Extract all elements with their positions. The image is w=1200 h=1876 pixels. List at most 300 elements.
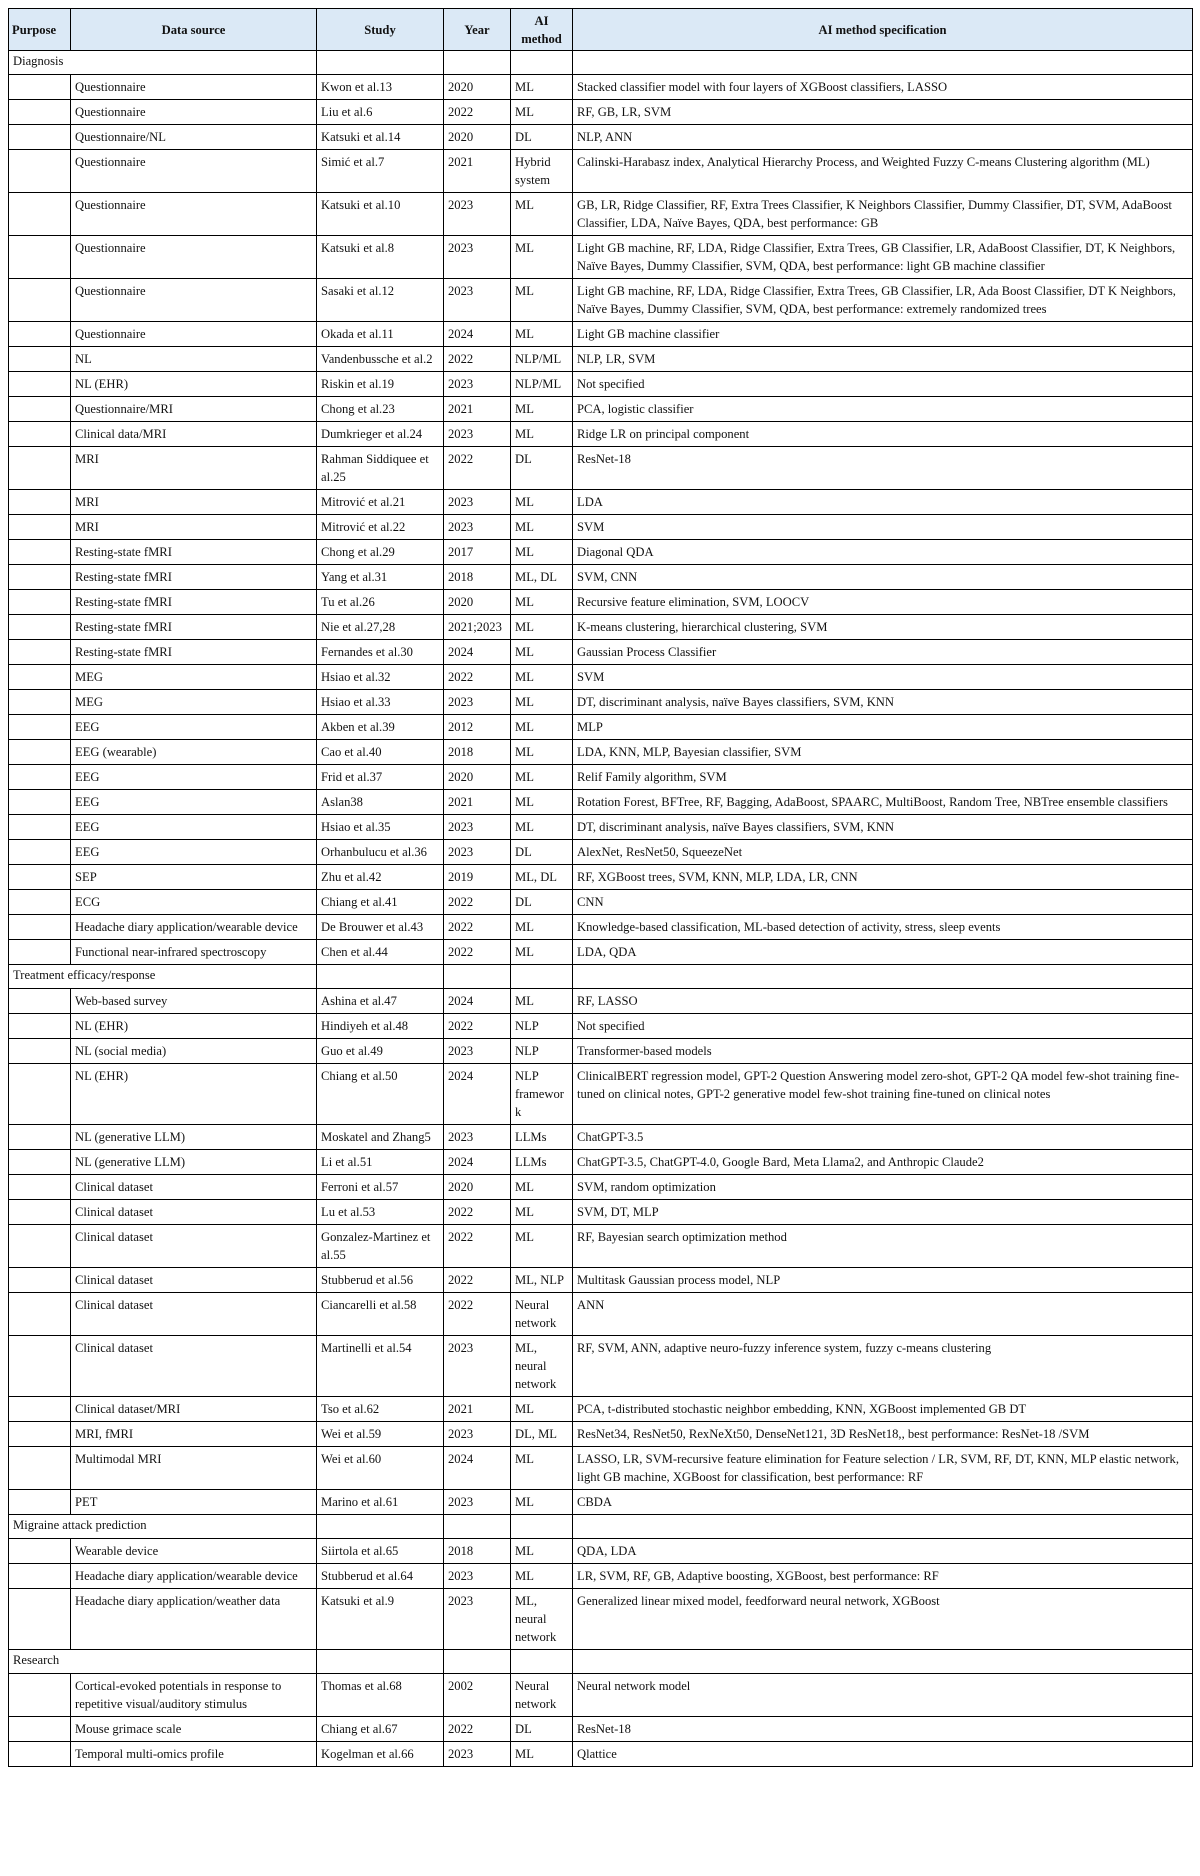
purpose-cell bbox=[9, 540, 71, 565]
ai-method-spec-cell: Qlattice bbox=[573, 1742, 1193, 1767]
study-cell: Liu et al.6 bbox=[317, 100, 444, 125]
year-cell: 2002 bbox=[444, 1674, 511, 1717]
purpose-cell bbox=[9, 397, 71, 422]
study-cell: Chong et al.29 bbox=[317, 540, 444, 565]
table-row bbox=[9, 236, 1193, 279]
data-source-cell: Mouse grimace scale bbox=[71, 1717, 317, 1742]
data-source-cell: Headache diary application/weather data bbox=[71, 1589, 317, 1650]
ai-method-spec-cell: ChatGPT-3.5 bbox=[573, 1125, 1193, 1150]
data-source-cell: EEG bbox=[71, 765, 317, 790]
ai-method-spec-cell: LASSO, LR, SVM-recursive feature elimination for Feature selection / LR, SVM, RF, DT, KNN, MLP elastic network, light GB machine, XGBoost for classification, best performance: RF bbox=[573, 1447, 1193, 1490]
study-cell: Dumkrieger et al.24 bbox=[317, 422, 444, 447]
study-cell: Ashina et al.47 bbox=[317, 989, 444, 1014]
purpose-cell bbox=[9, 322, 71, 347]
data-source-cell: Clinical dataset bbox=[71, 1225, 317, 1268]
year-cell: 2023 bbox=[444, 1490, 511, 1515]
purpose-cell bbox=[9, 940, 71, 965]
empty-cell bbox=[444, 1650, 511, 1674]
table-row bbox=[9, 75, 1193, 100]
study-cell: Mitrović et al.22 bbox=[317, 515, 444, 540]
ai-method-spec-cell: RF, GB, LR, SVM bbox=[573, 100, 1193, 125]
empty-cell bbox=[444, 965, 511, 989]
table-row bbox=[9, 1717, 1193, 1742]
ai-method-spec-cell: SVM, CNN bbox=[573, 565, 1193, 590]
table-row bbox=[9, 1175, 1193, 1200]
data-source-cell: Questionnaire bbox=[71, 150, 317, 193]
ai-method-spec-cell: SVM, DT, MLP bbox=[573, 1200, 1193, 1225]
year-cell: 2024 bbox=[444, 1064, 511, 1125]
year-cell: 2022 bbox=[444, 1200, 511, 1225]
ai-method-spec-cell: Light GB machine classifier bbox=[573, 322, 1193, 347]
ai-method-spec-cell: SVM bbox=[573, 515, 1193, 540]
table-row bbox=[9, 665, 1193, 690]
ai-method-cell: ML, DL bbox=[511, 865, 573, 890]
study-cell: Ferroni et al.57 bbox=[317, 1175, 444, 1200]
study-cell: Simić et al.7 bbox=[317, 150, 444, 193]
purpose-cell bbox=[9, 1200, 71, 1225]
purpose-label: Migraine attack prediction bbox=[9, 1515, 317, 1539]
year-cell: 2012 bbox=[444, 715, 511, 740]
purpose-cell bbox=[9, 840, 71, 865]
ai-method-spec-cell: LDA, QDA bbox=[573, 940, 1193, 965]
year-cell: 2022 bbox=[444, 915, 511, 940]
purpose-cell bbox=[9, 236, 71, 279]
year-cell: 2018 bbox=[444, 740, 511, 765]
ai-method-spec-cell: Stacked classifier model with four layers of XGBoost classifiers, LASSO bbox=[573, 75, 1193, 100]
year-cell: 2022 bbox=[444, 347, 511, 372]
table-row bbox=[9, 447, 1193, 490]
study-cell: Kogelman et al.66 bbox=[317, 1742, 444, 1767]
year-cell: 2023 bbox=[444, 236, 511, 279]
data-source-cell: MEG bbox=[71, 665, 317, 690]
table-row bbox=[9, 1742, 1193, 1767]
study-cell: Chiang et al.41 bbox=[317, 890, 444, 915]
data-source-cell: Clinical dataset bbox=[71, 1336, 317, 1397]
ai-method-cell: ML bbox=[511, 422, 573, 447]
study-cell: Aslan38 bbox=[317, 790, 444, 815]
ai-method-cell: ML bbox=[511, 322, 573, 347]
purpose-cell bbox=[9, 1064, 71, 1125]
empty-cell bbox=[511, 51, 573, 75]
study-cell: Tso et al.62 bbox=[317, 1397, 444, 1422]
ai-method-cell: ML bbox=[511, 236, 573, 279]
study-cell: Chen et al.44 bbox=[317, 940, 444, 965]
ai-method-spec-cell: QDA, LDA bbox=[573, 1539, 1193, 1564]
ai-method-spec-cell: Ridge LR on principal component bbox=[573, 422, 1193, 447]
study-cell: Vandenbussche et al.2 bbox=[317, 347, 444, 372]
year-cell: 2022 bbox=[444, 940, 511, 965]
purpose-cell bbox=[9, 740, 71, 765]
table-row bbox=[9, 590, 1193, 615]
data-source-cell: Clinical dataset bbox=[71, 1175, 317, 1200]
year-cell: 2023 bbox=[444, 1589, 511, 1650]
year-cell: 2023 bbox=[444, 372, 511, 397]
table-container bbox=[8, 8, 1193, 1767]
ai-method-cell: ML bbox=[511, 989, 573, 1014]
year-cell: 2021 bbox=[444, 397, 511, 422]
ai-method-spec-cell: RF, LASSO bbox=[573, 989, 1193, 1014]
study-cell: Orhanbulucu et al.36 bbox=[317, 840, 444, 865]
ai-method-spec-cell: RF, Bayesian search optimization method bbox=[573, 1225, 1193, 1268]
ai-method-spec-cell: ResNet34, ResNet50, RexNeXt50, DenseNet121, 3D ResNet18,, best performance: ResNet-18 /SVM bbox=[573, 1422, 1193, 1447]
year-cell: 2021;2023 bbox=[444, 615, 511, 640]
study-cell: Hsiao et al.33 bbox=[317, 690, 444, 715]
ai-method-cell: ML bbox=[511, 1225, 573, 1268]
ai-method-cell: ML, NLP bbox=[511, 1268, 573, 1293]
ai-method-cell: DL bbox=[511, 125, 573, 150]
purpose-cell bbox=[9, 1447, 71, 1490]
year-cell: 2023 bbox=[444, 279, 511, 322]
purpose-cell bbox=[9, 1150, 71, 1175]
data-source-cell: EEG (wearable) bbox=[71, 740, 317, 765]
year-cell: 2023 bbox=[444, 690, 511, 715]
ai-method-spec-cell: ResNet-18 bbox=[573, 1717, 1193, 1742]
table-row bbox=[9, 322, 1193, 347]
data-source-cell: Clinical dataset bbox=[71, 1293, 317, 1336]
study-cell: Chiang et al.50 bbox=[317, 1064, 444, 1125]
ai-method-cell: ML, neural network bbox=[511, 1336, 573, 1397]
study-cell: Frid et al.37 bbox=[317, 765, 444, 790]
purpose-cell bbox=[9, 989, 71, 1014]
year-cell: 2024 bbox=[444, 640, 511, 665]
purpose-cell bbox=[9, 1336, 71, 1397]
ai-method-cell: ML bbox=[511, 75, 573, 100]
year-cell: 2023 bbox=[444, 1125, 511, 1150]
data-source-cell: Questionnaire bbox=[71, 75, 317, 100]
table-row bbox=[9, 397, 1193, 422]
ai-method-spec-cell: LDA, KNN, MLP, Bayesian classifier, SVM bbox=[573, 740, 1193, 765]
purpose-cell bbox=[9, 790, 71, 815]
empty-cell bbox=[317, 1650, 444, 1674]
table-row bbox=[9, 1014, 1193, 1039]
table-row bbox=[9, 740, 1193, 765]
ai-method-spec-cell: PCA, logistic classifier bbox=[573, 397, 1193, 422]
year-cell: 2022 bbox=[444, 1268, 511, 1293]
ai-method-cell: ML bbox=[511, 1742, 573, 1767]
data-source-cell: Resting-state fMRI bbox=[71, 640, 317, 665]
purpose-row bbox=[9, 1515, 1193, 1539]
ai-method-spec-cell: Not specified bbox=[573, 1014, 1193, 1039]
purpose-cell bbox=[9, 565, 71, 590]
study-cell: Tu et al.26 bbox=[317, 590, 444, 615]
table-header bbox=[9, 9, 1193, 51]
header-data-source: Data source bbox=[71, 9, 317, 51]
purpose-cell bbox=[9, 1014, 71, 1039]
purpose-cell bbox=[9, 1589, 71, 1650]
study-cell: De Brouwer et al.43 bbox=[317, 915, 444, 940]
data-source-cell: Web-based survey bbox=[71, 989, 317, 1014]
table-row bbox=[9, 1539, 1193, 1564]
year-cell: 2023 bbox=[444, 1564, 511, 1589]
table-row bbox=[9, 565, 1193, 590]
data-source-cell: Questionnaire bbox=[71, 279, 317, 322]
ai-method-cell: ML bbox=[511, 100, 573, 125]
study-cell: Riskin et al.19 bbox=[317, 372, 444, 397]
empty-cell bbox=[511, 965, 573, 989]
ai-method-cell: Neural network bbox=[511, 1293, 573, 1336]
data-source-cell: Resting-state fMRI bbox=[71, 565, 317, 590]
ai-method-cell: ML bbox=[511, 815, 573, 840]
data-source-cell: MRI bbox=[71, 515, 317, 540]
ai-method-cell: ML bbox=[511, 1447, 573, 1490]
table-row bbox=[9, 790, 1193, 815]
purpose-cell bbox=[9, 150, 71, 193]
study-cell: Siirtola et al.65 bbox=[317, 1539, 444, 1564]
study-cell: Akben et al.39 bbox=[317, 715, 444, 740]
ai-method-spec-cell: MLP bbox=[573, 715, 1193, 740]
ai-method-cell: ML bbox=[511, 715, 573, 740]
data-source-cell: Questionnaire bbox=[71, 193, 317, 236]
data-source-cell: ECG bbox=[71, 890, 317, 915]
study-cell: Stubberud et al.64 bbox=[317, 1564, 444, 1589]
data-source-cell: Clinical data/MRI bbox=[71, 422, 317, 447]
year-cell: 2022 bbox=[444, 665, 511, 690]
table-row bbox=[9, 372, 1193, 397]
ai-method-spec-cell: ResNet-18 bbox=[573, 447, 1193, 490]
ai-method-cell: ML bbox=[511, 1539, 573, 1564]
study-cell: Cao et al.40 bbox=[317, 740, 444, 765]
purpose-cell bbox=[9, 1125, 71, 1150]
table-row bbox=[9, 279, 1193, 322]
year-cell: 2023 bbox=[444, 490, 511, 515]
year-cell: 2018 bbox=[444, 1539, 511, 1564]
purpose-cell bbox=[9, 1397, 71, 1422]
table-row bbox=[9, 1200, 1193, 1225]
ai-method-spec-cell: Transformer-based models bbox=[573, 1039, 1193, 1064]
purpose-cell bbox=[9, 125, 71, 150]
purpose-row bbox=[9, 51, 1193, 75]
purpose-cell bbox=[9, 615, 71, 640]
ai-method-cell: ML bbox=[511, 615, 573, 640]
purpose-cell bbox=[9, 100, 71, 125]
data-source-cell: NL (social media) bbox=[71, 1039, 317, 1064]
purpose-cell bbox=[9, 915, 71, 940]
data-source-cell: Resting-state fMRI bbox=[71, 615, 317, 640]
empty-cell bbox=[573, 1650, 1193, 1674]
table-row bbox=[9, 1293, 1193, 1336]
table-row bbox=[9, 1564, 1193, 1589]
study-cell: Rahman Siddiquee et al.25 bbox=[317, 447, 444, 490]
year-cell: 2020 bbox=[444, 590, 511, 615]
purpose-cell bbox=[9, 75, 71, 100]
table-row bbox=[9, 1447, 1193, 1490]
table-row bbox=[9, 940, 1193, 965]
ai-method-cell: NLP bbox=[511, 1014, 573, 1039]
purpose-cell bbox=[9, 1674, 71, 1717]
study-cell: Katsuki et al.10 bbox=[317, 193, 444, 236]
table-row bbox=[9, 640, 1193, 665]
ai-method-cell: ML, neural network bbox=[511, 1589, 573, 1650]
data-source-cell: NL (EHR) bbox=[71, 1064, 317, 1125]
table-row bbox=[9, 989, 1193, 1014]
ai-method-cell: LLMs bbox=[511, 1150, 573, 1175]
purpose-cell bbox=[9, 447, 71, 490]
year-cell: 2021 bbox=[444, 790, 511, 815]
ai-method-spec-cell: CBDA bbox=[573, 1490, 1193, 1515]
data-source-cell: EEG bbox=[71, 815, 317, 840]
ai-method-spec-cell: K-means clustering, hierarchical clustering, SVM bbox=[573, 615, 1193, 640]
ai-method-cell: NLP/ML bbox=[511, 347, 573, 372]
ai-method-cell: Neural network bbox=[511, 1674, 573, 1717]
table-row bbox=[9, 490, 1193, 515]
year-cell: 2024 bbox=[444, 989, 511, 1014]
study-cell: Ciancarelli et al.58 bbox=[317, 1293, 444, 1336]
data-source-cell: SEP bbox=[71, 865, 317, 890]
ai-method-spec-cell: ClinicalBERT regression model, GPT-2 Question Answering model zero-shot, GPT-2 QA model few-shot training fine-tuned on clinical notes, GPT-2 generative model few-shot training fine-tuned on clinical notes bbox=[573, 1064, 1193, 1125]
study-cell: Martinelli et al.54 bbox=[317, 1336, 444, 1397]
data-source-cell: Clinical dataset bbox=[71, 1200, 317, 1225]
study-cell: Hsiao et al.35 bbox=[317, 815, 444, 840]
ai-method-cell: ML bbox=[511, 1564, 573, 1589]
data-source-cell: Clinical dataset/MRI bbox=[71, 1397, 317, 1422]
purpose-cell bbox=[9, 1039, 71, 1064]
study-cell: Hindiyeh et al.48 bbox=[317, 1014, 444, 1039]
ai-method-spec-cell: LR, SVM, RF, GB, Adaptive boosting, XGBoost, best performance: RF bbox=[573, 1564, 1193, 1589]
study-cell: Zhu et al.42 bbox=[317, 865, 444, 890]
ai-method-cell: ML bbox=[511, 690, 573, 715]
table-row bbox=[9, 690, 1193, 715]
empty-cell bbox=[444, 1515, 511, 1539]
purpose-cell bbox=[9, 665, 71, 690]
purpose-row bbox=[9, 1650, 1193, 1674]
ai-method-spec-cell: DT, discriminant analysis, naïve Bayes classifiers, SVM, KNN bbox=[573, 690, 1193, 715]
header-purpose: Purpose bbox=[9, 9, 71, 51]
ai-method-cell: ML bbox=[511, 790, 573, 815]
ai-method-spec-cell: PCA, t-distributed stochastic neighbor embedding, KNN, XGBoost implemented GB DT bbox=[573, 1397, 1193, 1422]
ai-method-spec-cell: SVM bbox=[573, 665, 1193, 690]
year-cell: 2023 bbox=[444, 840, 511, 865]
purpose-cell bbox=[9, 515, 71, 540]
year-cell: 2022 bbox=[444, 890, 511, 915]
study-cell: Wei et al.60 bbox=[317, 1447, 444, 1490]
ai-method-spec-cell: Light GB machine, RF, LDA, Ridge Classifier, Extra Trees, GB Classifier, LR, AdaBoost Classifier, DT, K Neighbors, Naïve Bayes, Dummy Classifier, SVM, QDA, best performance: light GB machine classifier bbox=[573, 236, 1193, 279]
ai-method-cell: ML bbox=[511, 1175, 573, 1200]
study-cell: Kwon et al.13 bbox=[317, 75, 444, 100]
study-cell: Gonzalez-Martinez et al.55 bbox=[317, 1225, 444, 1268]
year-cell: 2023 bbox=[444, 515, 511, 540]
ai-method-cell: ML bbox=[511, 1397, 573, 1422]
purpose-cell bbox=[9, 890, 71, 915]
ai-method-spec-cell: Neural network model bbox=[573, 1674, 1193, 1717]
study-cell: Wei et al.59 bbox=[317, 1422, 444, 1447]
ai-method-cell: DL bbox=[511, 1717, 573, 1742]
year-cell: 2024 bbox=[444, 322, 511, 347]
ai-method-cell: NLP framework bbox=[511, 1064, 573, 1125]
purpose-cell bbox=[9, 1268, 71, 1293]
year-cell: 2024 bbox=[444, 1447, 511, 1490]
empty-cell bbox=[511, 1650, 573, 1674]
ai-method-spec-cell: RF, XGBoost trees, SVM, KNN, MLP, LDA, LR, CNN bbox=[573, 865, 1193, 890]
ai-method-cell: ML bbox=[511, 1490, 573, 1515]
data-source-cell: MRI, fMRI bbox=[71, 1422, 317, 1447]
empty-cell bbox=[573, 965, 1193, 989]
data-source-cell: Headache diary application/wearable device bbox=[71, 915, 317, 940]
table-row bbox=[9, 1268, 1193, 1293]
year-cell: 2022 bbox=[444, 447, 511, 490]
purpose-cell bbox=[9, 1717, 71, 1742]
ai-method-spec-cell: Knowledge-based classification, ML-based detection of activity, stress, sleep events bbox=[573, 915, 1193, 940]
year-cell: 2022 bbox=[444, 1293, 511, 1336]
ai-method-spec-cell: ANN bbox=[573, 1293, 1193, 1336]
purpose-cell bbox=[9, 1490, 71, 1515]
data-source-cell: PET bbox=[71, 1490, 317, 1515]
purpose-cell bbox=[9, 372, 71, 397]
purpose-cell bbox=[9, 193, 71, 236]
year-cell: 2023 bbox=[444, 1422, 511, 1447]
table-row bbox=[9, 1064, 1193, 1125]
data-source-cell: Headache diary application/wearable device bbox=[71, 1564, 317, 1589]
purpose-cell bbox=[9, 1175, 71, 1200]
ai-method-cell: ML, DL bbox=[511, 565, 573, 590]
purpose-cell bbox=[9, 1225, 71, 1268]
ai-method-cell: ML bbox=[511, 193, 573, 236]
year-cell: 2022 bbox=[444, 1225, 511, 1268]
ai-method-cell: ML bbox=[511, 1200, 573, 1225]
header-year: Year bbox=[444, 9, 511, 51]
year-cell: 2019 bbox=[444, 865, 511, 890]
ai-method-cell: ML bbox=[511, 640, 573, 665]
purpose-label: Treatment efficacy/response bbox=[9, 965, 317, 989]
table-row bbox=[9, 915, 1193, 940]
study-cell: Okada et al.11 bbox=[317, 322, 444, 347]
ai-method-cell: DL, ML bbox=[511, 1422, 573, 1447]
study-cell: Thomas et al.68 bbox=[317, 1674, 444, 1717]
table-row bbox=[9, 815, 1193, 840]
table-row bbox=[9, 125, 1193, 150]
table-row bbox=[9, 540, 1193, 565]
year-cell: 2020 bbox=[444, 125, 511, 150]
header-ai-method: AI method bbox=[511, 9, 573, 51]
study-cell: Nie et al.27,28 bbox=[317, 615, 444, 640]
year-cell: 2022 bbox=[444, 100, 511, 125]
table-row bbox=[9, 890, 1193, 915]
table-row bbox=[9, 765, 1193, 790]
empty-cell bbox=[317, 51, 444, 75]
ai-method-cell: ML bbox=[511, 279, 573, 322]
data-source-cell: NL (generative LLM) bbox=[71, 1125, 317, 1150]
table-row bbox=[9, 615, 1193, 640]
table-row bbox=[9, 1336, 1193, 1397]
data-source-cell: NL bbox=[71, 347, 317, 372]
table-row bbox=[9, 422, 1193, 447]
table-row bbox=[9, 1225, 1193, 1268]
ai-method-cell: ML bbox=[511, 590, 573, 615]
data-source-cell: Functional near-infrared spectroscopy bbox=[71, 940, 317, 965]
study-cell: Moskatel and Zhang5 bbox=[317, 1125, 444, 1150]
ai-method-spec-cell: AlexNet, ResNet50, SqueezeNet bbox=[573, 840, 1193, 865]
data-source-cell: MEG bbox=[71, 690, 317, 715]
table-row bbox=[9, 865, 1193, 890]
year-cell: 2023 bbox=[444, 1336, 511, 1397]
year-cell: 2020 bbox=[444, 1175, 511, 1200]
study-cell: Guo et al.49 bbox=[317, 1039, 444, 1064]
study-cell: Lu et al.53 bbox=[317, 1200, 444, 1225]
ai-method-cell: ML bbox=[511, 490, 573, 515]
ai-method-cell: ML bbox=[511, 765, 573, 790]
table-row bbox=[9, 1674, 1193, 1717]
data-source-cell: NL (generative LLM) bbox=[71, 1150, 317, 1175]
data-source-cell: EEG bbox=[71, 790, 317, 815]
ai-method-cell: ML bbox=[511, 740, 573, 765]
table-row bbox=[9, 515, 1193, 540]
data-source-cell: Multimodal MRI bbox=[71, 1447, 317, 1490]
year-cell: 2018 bbox=[444, 565, 511, 590]
ai-method-cell: NLP/ML bbox=[511, 372, 573, 397]
empty-cell bbox=[444, 51, 511, 75]
year-cell: 2023 bbox=[444, 1039, 511, 1064]
ai-method-spec-cell: Relif Family algorithm, SVM bbox=[573, 765, 1193, 790]
data-source-cell: MRI bbox=[71, 490, 317, 515]
